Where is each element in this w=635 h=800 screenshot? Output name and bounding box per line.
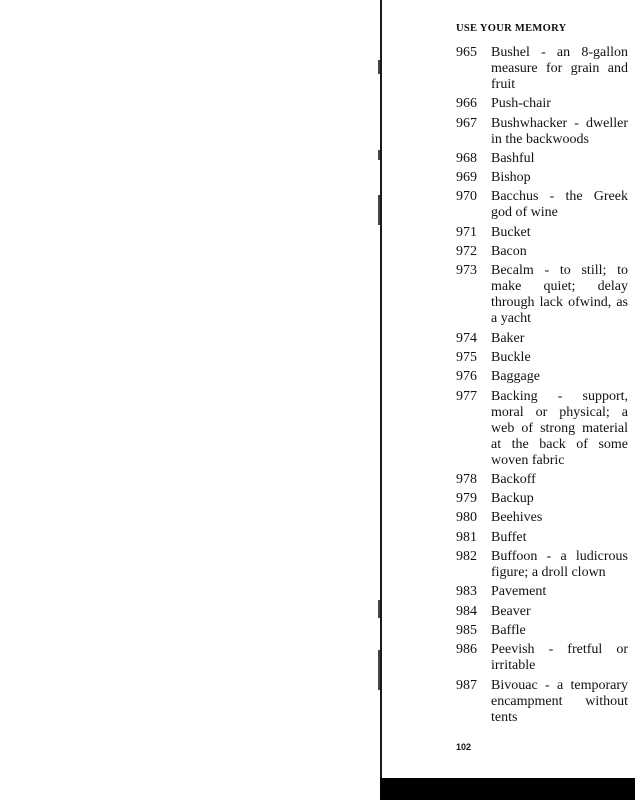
list-item — [456, 350, 628, 366]
entry-number: 983 — [456, 584, 477, 600]
entry-number: 986 — [456, 642, 477, 658]
gutter-mark — [378, 195, 380, 225]
list-item — [456, 170, 628, 186]
entry-number: 981 — [456, 529, 477, 545]
list-item — [456, 389, 628, 469]
list-item — [456, 472, 628, 488]
entry-text: Bacchus - the Greek god of wine — [491, 189, 628, 221]
entry-text: Backoff — [491, 471, 536, 487]
list-item — [456, 491, 628, 507]
entry-text: Bacon — [491, 244, 527, 260]
entry-text: Baker — [491, 330, 525, 346]
list-item — [456, 331, 628, 347]
entry-number: 978 — [456, 471, 477, 487]
list-item — [456, 678, 628, 726]
scan-bottom-band — [380, 778, 635, 800]
entry-number: 972 — [456, 244, 477, 260]
gutter-mark — [378, 650, 380, 690]
entry-number: 982 — [456, 549, 477, 565]
list-item — [456, 369, 628, 385]
list-item — [456, 530, 628, 546]
entry-number: 966 — [456, 96, 477, 112]
entry-number: 979 — [456, 491, 477, 507]
list-item — [456, 225, 628, 241]
list-item — [456, 584, 628, 600]
entry-text: Bucket — [491, 224, 531, 240]
entry-number: 974 — [456, 330, 477, 346]
list-item — [456, 151, 628, 167]
list-item — [456, 604, 628, 620]
list-item — [456, 549, 628, 581]
list-item — [456, 642, 628, 674]
gutter-mark — [378, 60, 380, 74]
entry-text: Beaver — [491, 603, 531, 619]
entry-text: Buffoon - a ludicrous figure; a droll clown — [491, 549, 628, 581]
list-item — [456, 189, 628, 221]
gutter-mark — [378, 600, 380, 618]
entry-number: 973 — [456, 263, 477, 279]
list-item — [456, 623, 628, 639]
entry-number: 965 — [456, 45, 477, 60]
entry-text: Becalm - to still; to make quiet; delay through lack ofwind, as a yacht — [491, 263, 628, 327]
entry-number: 970 — [456, 189, 477, 205]
entry-text: Baffle — [491, 622, 526, 638]
entry-number: 977 — [456, 388, 477, 404]
entry-number: 975 — [456, 349, 477, 365]
list-item — [456, 263, 628, 327]
list-item — [456, 45, 628, 93]
entry-text: Bushwhacker - dweller in the backwoods — [491, 115, 628, 147]
entry-text: Peevish - fretful or irritable — [491, 642, 628, 674]
entry-number: 985 — [456, 622, 477, 638]
entry-text: Backup — [491, 491, 534, 507]
entry-text: Buckle — [491, 349, 531, 365]
page-number: 102 — [456, 742, 472, 752]
entry-text: Backing - support, moral or physical; a web of strong material at the back of some woven fabric — [491, 388, 628, 468]
entry-text: Beehives — [491, 510, 543, 526]
entry-text: Baggage — [491, 369, 540, 385]
entry-number: 968 — [456, 150, 477, 166]
list-item — [456, 244, 628, 260]
entry-number: 969 — [456, 170, 477, 186]
list-item — [456, 510, 628, 526]
entry-text: Bivouac - a temporary encampment without tents — [491, 677, 628, 725]
running-header: USE YOUR MEMORY — [456, 23, 567, 34]
entry-number: 987 — [456, 677, 477, 693]
entry-number: 976 — [456, 369, 477, 385]
entry-number: 984 — [456, 603, 477, 619]
book-gutter-line — [380, 0, 382, 778]
entry-number: 980 — [456, 510, 477, 526]
entry-text: Bushel - an 8-gallon measure for grain and fruit — [491, 45, 628, 92]
entry-text: Pavement — [491, 584, 547, 600]
entry-list — [456, 45, 628, 729]
entry-text: Push-chair — [491, 96, 551, 112]
entry-text: Bishop — [491, 170, 531, 186]
gutter-mark — [378, 150, 380, 160]
entry-text: Buffet — [491, 529, 527, 545]
entry-number: 967 — [456, 115, 477, 131]
list-item — [456, 116, 628, 148]
list-item — [456, 96, 628, 112]
entry-text: Bashful — [491, 150, 535, 166]
entry-number: 971 — [456, 224, 477, 240]
